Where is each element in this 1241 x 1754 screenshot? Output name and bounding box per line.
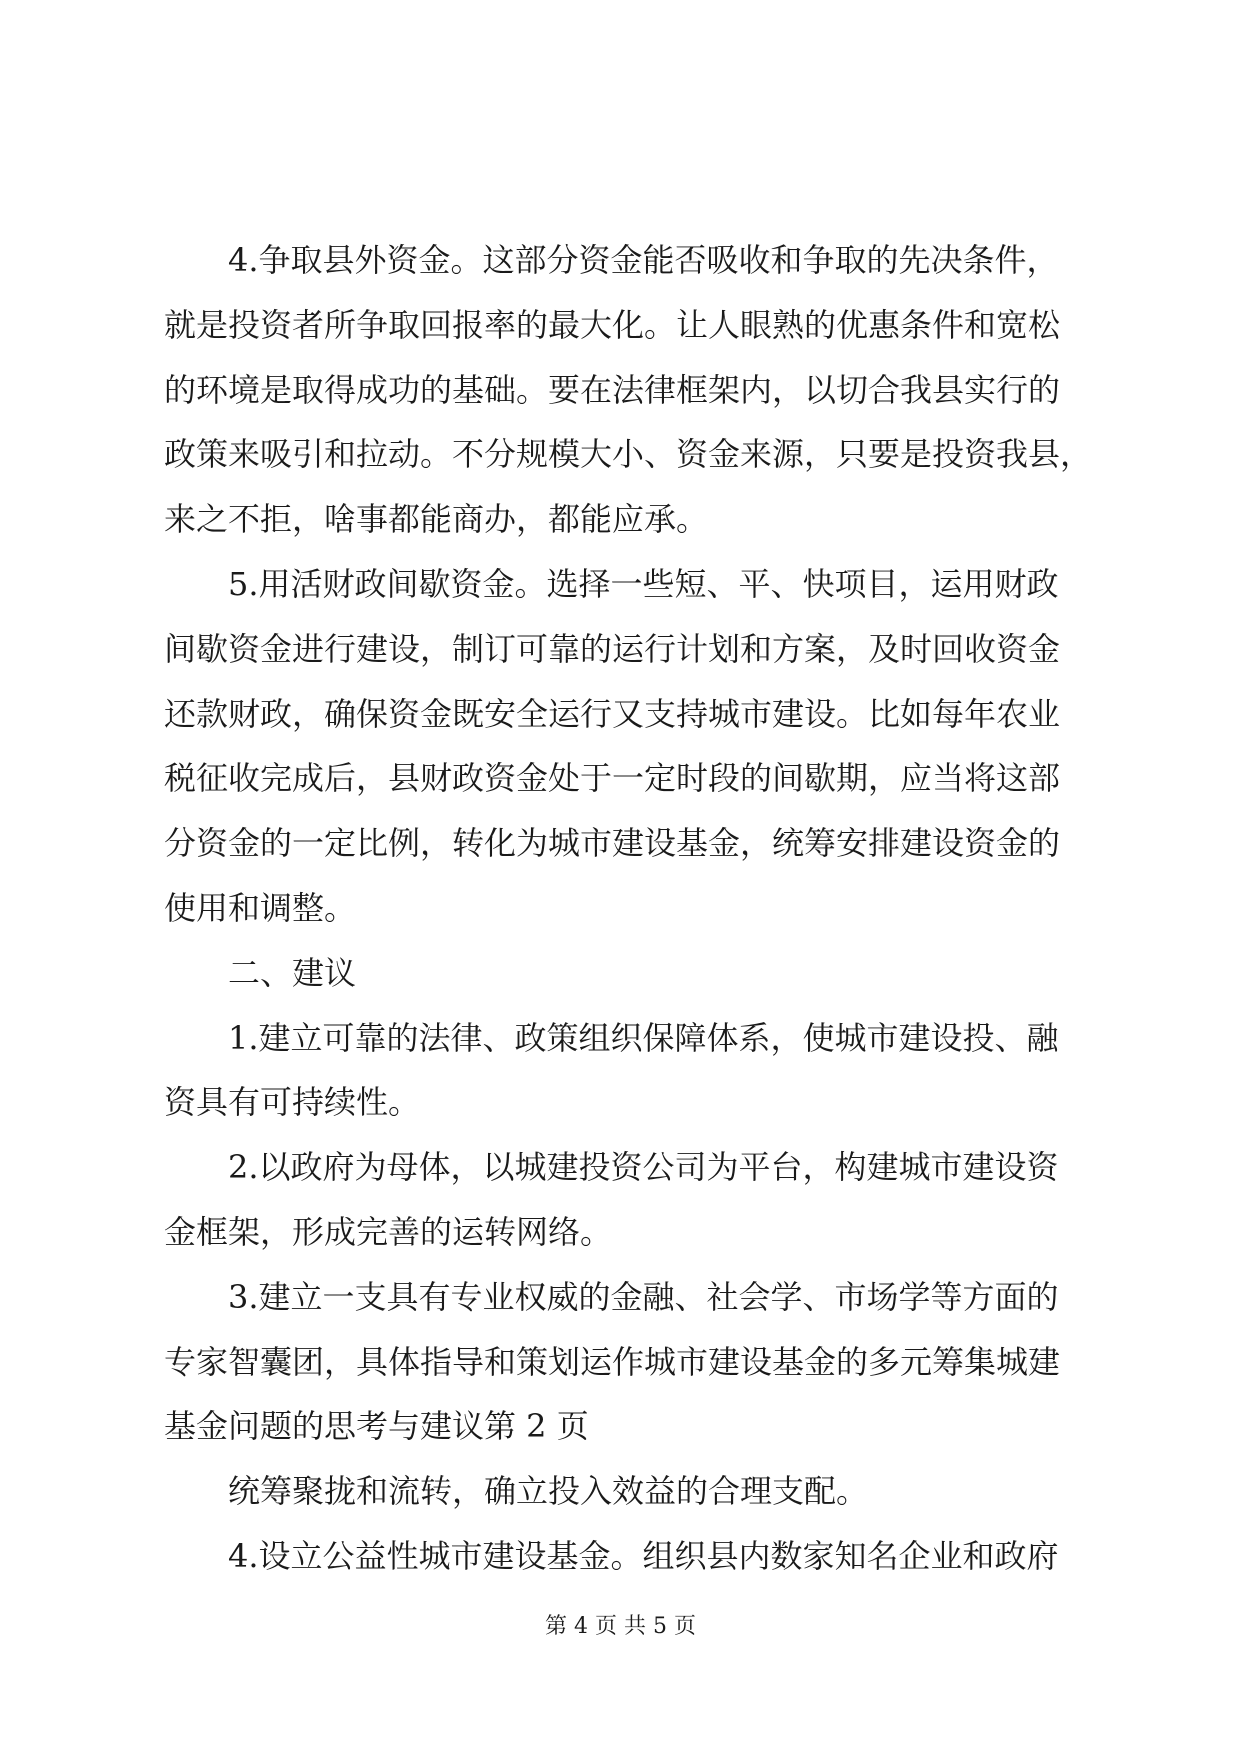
text-line: 2.以政府为母体，以城建投资公司为平台，构建城市建设资 [228,1148,1059,1187]
text-line: 政策来吸引和拉动。不分规模大小、资金来源，只要是投资我县， [164,435,1093,474]
text-line: 二、建议 [228,953,357,992]
text-line: 4.设立公益性城市建设基金。组织县内数家知名企业和政府 [228,1536,1059,1575]
text-line: 的环境是取得成功的基础。要在法律框架内，以切合我县实行的 [164,370,1061,409]
text-line: 5.用活财政间歇资金。选择一些短、平、快项目，运用财政 [228,564,1059,603]
text-line: 资具有可持续性。 [164,1083,421,1122]
document-body [164,228,1093,1589]
text-line: 间歇资金进行建设，制订可靠的运行计划和方案，及时回收资金 [164,629,1061,668]
text-line: 税征收完成后，县财政资金处于一定时段的间歇期，应当将这部 [164,759,1061,798]
text-line: 来之不拒，啥事都能商办，都能应承。 [164,500,709,539]
text-line: 就是投资者所争取回报率的最大化。让人眼熟的优惠条件和宽松 [164,305,1061,344]
text-line: 还款财政，确保资金既安全运行又支持城市建设。比如每年农业 [164,694,1061,733]
text-line: 3.建立一支具有专业权威的金融、社会学、市场学等方面的 [228,1277,1059,1316]
text-line: 分资金的一定比例，转化为城市建设基金，统筹安排建设资金的 [164,824,1061,863]
text-line: 1.建立可靠的法律、政策组织保障体系，使城市建设投、融 [228,1018,1059,1057]
text-line: 统筹聚拢和流转，确立投入效益的合理支配。 [228,1472,869,1511]
text-line: 金框架，形成完善的运转网络。 [164,1212,613,1251]
page-footer: 第 4 页 共 5 页 [545,1614,696,1639]
text-line: 4.争取县外资金。这部分资金能否吸收和争取的先决条件， [228,241,1059,279]
text-line: 基金问题的思考与建议第 2 页 [164,1407,589,1446]
text-line: 使用和调整。 [164,888,357,927]
text-line: 专家智囊团，具体指导和策划运作城市建设基金的多元筹集城建 [164,1342,1061,1381]
